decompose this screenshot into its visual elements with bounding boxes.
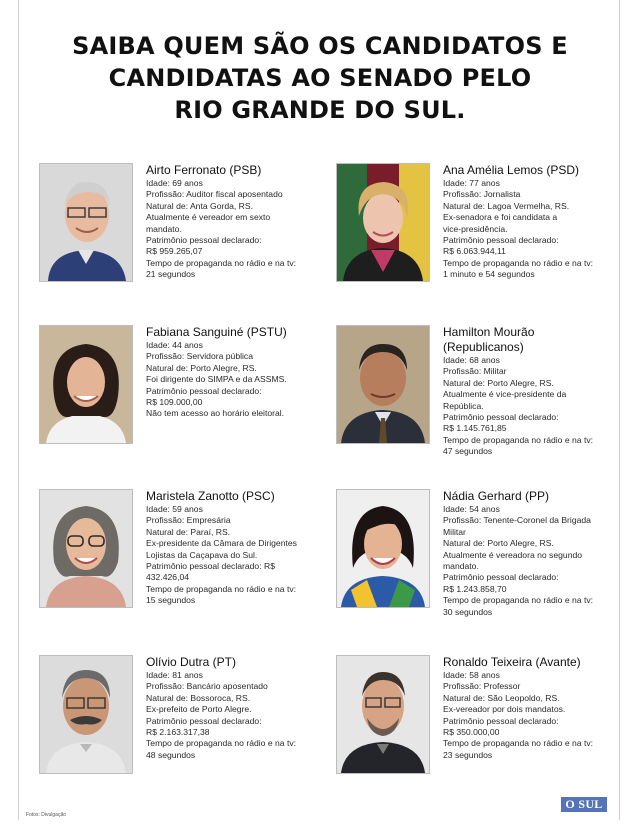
info-line: R$ 1.145.761,85 [443, 423, 507, 434]
info-line: Natural de: Bossoroca, RS. [146, 692, 251, 703]
portrait-image [40, 326, 132, 443]
info-line: mandato. [146, 223, 182, 234]
info-line: 23 segundos [443, 749, 493, 760]
candidate-card-maristela [39, 489, 309, 619]
candidate-info [146, 655, 314, 761]
candidate-name: Airto Ferronato (PSB) [146, 163, 262, 177]
candidate-name: Fabiana Sanguiné (PSTU) [146, 325, 287, 339]
candidate-card-ronaldo [336, 655, 606, 785]
info-line: Natural de: Porto Alegre, RS. [146, 362, 257, 373]
newspaper-logo: O SUL [561, 797, 607, 812]
info-line: Patrimônio pessoal declarado: [146, 235, 262, 246]
info-line: 1 minuto e 54 segundos [443, 269, 535, 280]
info-line: Natural de: Paraí, RS. [146, 526, 231, 537]
info-line: Profissão: Militar [443, 366, 507, 377]
info-line: 432.426,04 [146, 572, 190, 583]
info-line: Idade: 77 anos [443, 178, 500, 188]
info-line: R$ 2.163.317,38 [146, 727, 210, 738]
candidate-photo [336, 489, 430, 608]
candidate-name: Maristela Zanotto (PSC) [146, 489, 275, 503]
candidate-info [443, 163, 611, 281]
info-line: Foi dirigente do SIMPA e da ASSMS. [146, 374, 287, 385]
info-line: Ex-prefeito de Porto Alegre. [146, 704, 252, 715]
info-line: Tempo de propaganda no rádio e na tv: [146, 738, 297, 749]
headline-line-1: SAIBA QUEM SÃO OS CANDIDATOS E [72, 32, 568, 60]
candidate-info [146, 489, 314, 607]
candidate-card-hamilton [336, 325, 606, 455]
info-line: Natural de: Porto Alegre, RS. [443, 538, 554, 549]
info-line: República. [443, 400, 484, 411]
headline [0, 30, 640, 126]
info-line: R$ 959.265,07 [146, 246, 203, 257]
info-line: Profissão: Empresária [146, 515, 231, 526]
info-line: Profissão: Jornalista [443, 189, 521, 200]
candidate-photo [39, 325, 133, 444]
info-line: Atualmente é vice-presidente da [443, 389, 567, 400]
candidate-info [146, 163, 314, 281]
info-line: Profissão: Auditor fiscal aposentado [146, 189, 283, 200]
info-line: Patrimônio pessoal declarado: [146, 385, 262, 396]
info-line: Patrimônio pessoal declarado: [443, 235, 559, 246]
info-line: Idade: 58 anos [443, 670, 500, 680]
info-line: Profissão: Tenente-Coronel da Brigada [443, 515, 591, 526]
info-line: 47 segundos [443, 446, 493, 457]
portrait-image [337, 656, 429, 773]
info-line: Patrimônio pessoal declarado: R$ [146, 561, 275, 572]
candidate-info [443, 489, 611, 618]
info-line: Ex-presidente da Câmara de Dirigentes [146, 538, 297, 549]
info-line: Tempo de propaganda no rádio e na tv: [146, 257, 297, 268]
info-line: Patrimônio pessoal declarado: [443, 412, 559, 423]
info-line: Militar [443, 526, 466, 537]
candidate-card-airto [39, 163, 309, 293]
info-line: Profissão: Professor [443, 681, 521, 692]
info-line: Lojistas da Caçapava do Sul. [146, 549, 258, 560]
candidate-photo [39, 163, 133, 282]
info-line: Idade: 68 anos [443, 355, 500, 365]
info-line: Natural de: Porto Alegre, RS. [443, 377, 554, 388]
info-line: Profissão: Servidora pública [146, 351, 253, 362]
info-line: Tempo de propaganda no rádio e na tv: [443, 738, 594, 749]
info-line: 48 segundos [146, 749, 196, 760]
candidate-info [146, 325, 314, 420]
candidate-name: Olívio Dutra (PT) [146, 655, 237, 669]
info-line: Patrimônio pessoal declarado: [146, 715, 262, 726]
info-line: Ex-vereador por dois mandatos. [443, 704, 566, 715]
candidate-name: Hamilton Mourão [443, 325, 535, 339]
portrait-image [40, 164, 132, 281]
info-line: Profissão: Bancário aposentado [146, 681, 268, 692]
portrait-image [40, 656, 132, 773]
info-line: R$ 350.000,00 [443, 727, 500, 738]
candidate-name: Ana Amélia Lemos (PSD) [443, 163, 580, 177]
photo-credit: Fotos: Divulgação [26, 812, 67, 818]
info-line: Idade: 59 anos [146, 504, 203, 514]
info-line: Tempo de propaganda no rádio e na tv: [443, 257, 594, 268]
info-line: Idade: 69 anos [146, 178, 203, 188]
info-line: R$ 1.243.858,70 [443, 583, 507, 594]
candidate-info [443, 655, 611, 761]
candidate-photo [39, 655, 133, 774]
info-line: Idade: 81 anos [146, 670, 203, 680]
info-line: Natural de: Lagoa Vermelha, RS. [443, 200, 570, 211]
info-line: Tempo de propaganda no rádio e na tv: [443, 434, 594, 445]
candidate-info [443, 325, 611, 458]
candidate-card-ana-amelia [336, 163, 606, 293]
portrait-image [40, 490, 132, 607]
info-line: Natural de: Anta Gorda, RS. [146, 200, 254, 211]
info-line: vice-presidência. [443, 223, 508, 234]
info-line: Atualmente é vereador em sexto [146, 212, 271, 223]
headline-line-3: RIO GRANDE DO SUL. [174, 96, 466, 124]
candidate-card-fabiana [39, 325, 309, 455]
info-line: Atualmente é vereadora no segundo [443, 549, 583, 560]
info-line: Ex-senadora e foi candidata a [443, 212, 558, 223]
info-line: mandato. [443, 561, 479, 572]
candidate-name: Ronaldo Teixeira (Avante) [443, 655, 581, 669]
info-line: 15 segundos [146, 595, 196, 606]
candidate-photo [336, 655, 430, 774]
info-line: Tempo de propaganda no rádio e na tv: [443, 595, 594, 606]
candidate-card-nadia [336, 489, 606, 619]
candidate-card-olivio [39, 655, 309, 785]
info-line: Idade: 44 anos [146, 340, 203, 350]
candidate-photo [336, 325, 430, 444]
info-line: Não tem acesso ao horário eleitoral. [146, 408, 285, 419]
info-line: R$ 6.063.944,11 [443, 246, 506, 257]
portrait-image [337, 164, 429, 281]
candidate-party: (Republicanos) [443, 340, 524, 354]
info-line: Patrimônio pessoal declarado: [443, 715, 559, 726]
portrait-image [337, 326, 429, 443]
info-line: Natural de: São Leopoldo, RS. [443, 692, 560, 703]
info-line: Patrimônio pessoal declarado: [443, 572, 559, 583]
info-line: 21 segundos [146, 269, 196, 280]
candidate-photo [336, 163, 430, 282]
info-line: Idade: 54 anos [443, 504, 500, 514]
candidate-photo [39, 489, 133, 608]
portrait-image [337, 490, 429, 607]
headline-line-2: CANDIDATAS AO SENADO PELO [108, 64, 532, 92]
info-line: 30 segundos [443, 606, 493, 617]
info-line: Tempo de propaganda no rádio e na tv: [146, 583, 297, 594]
candidate-name: Nádia Gerhard (PP) [443, 489, 550, 503]
info-line: R$ 109.000,00 [146, 397, 203, 408]
